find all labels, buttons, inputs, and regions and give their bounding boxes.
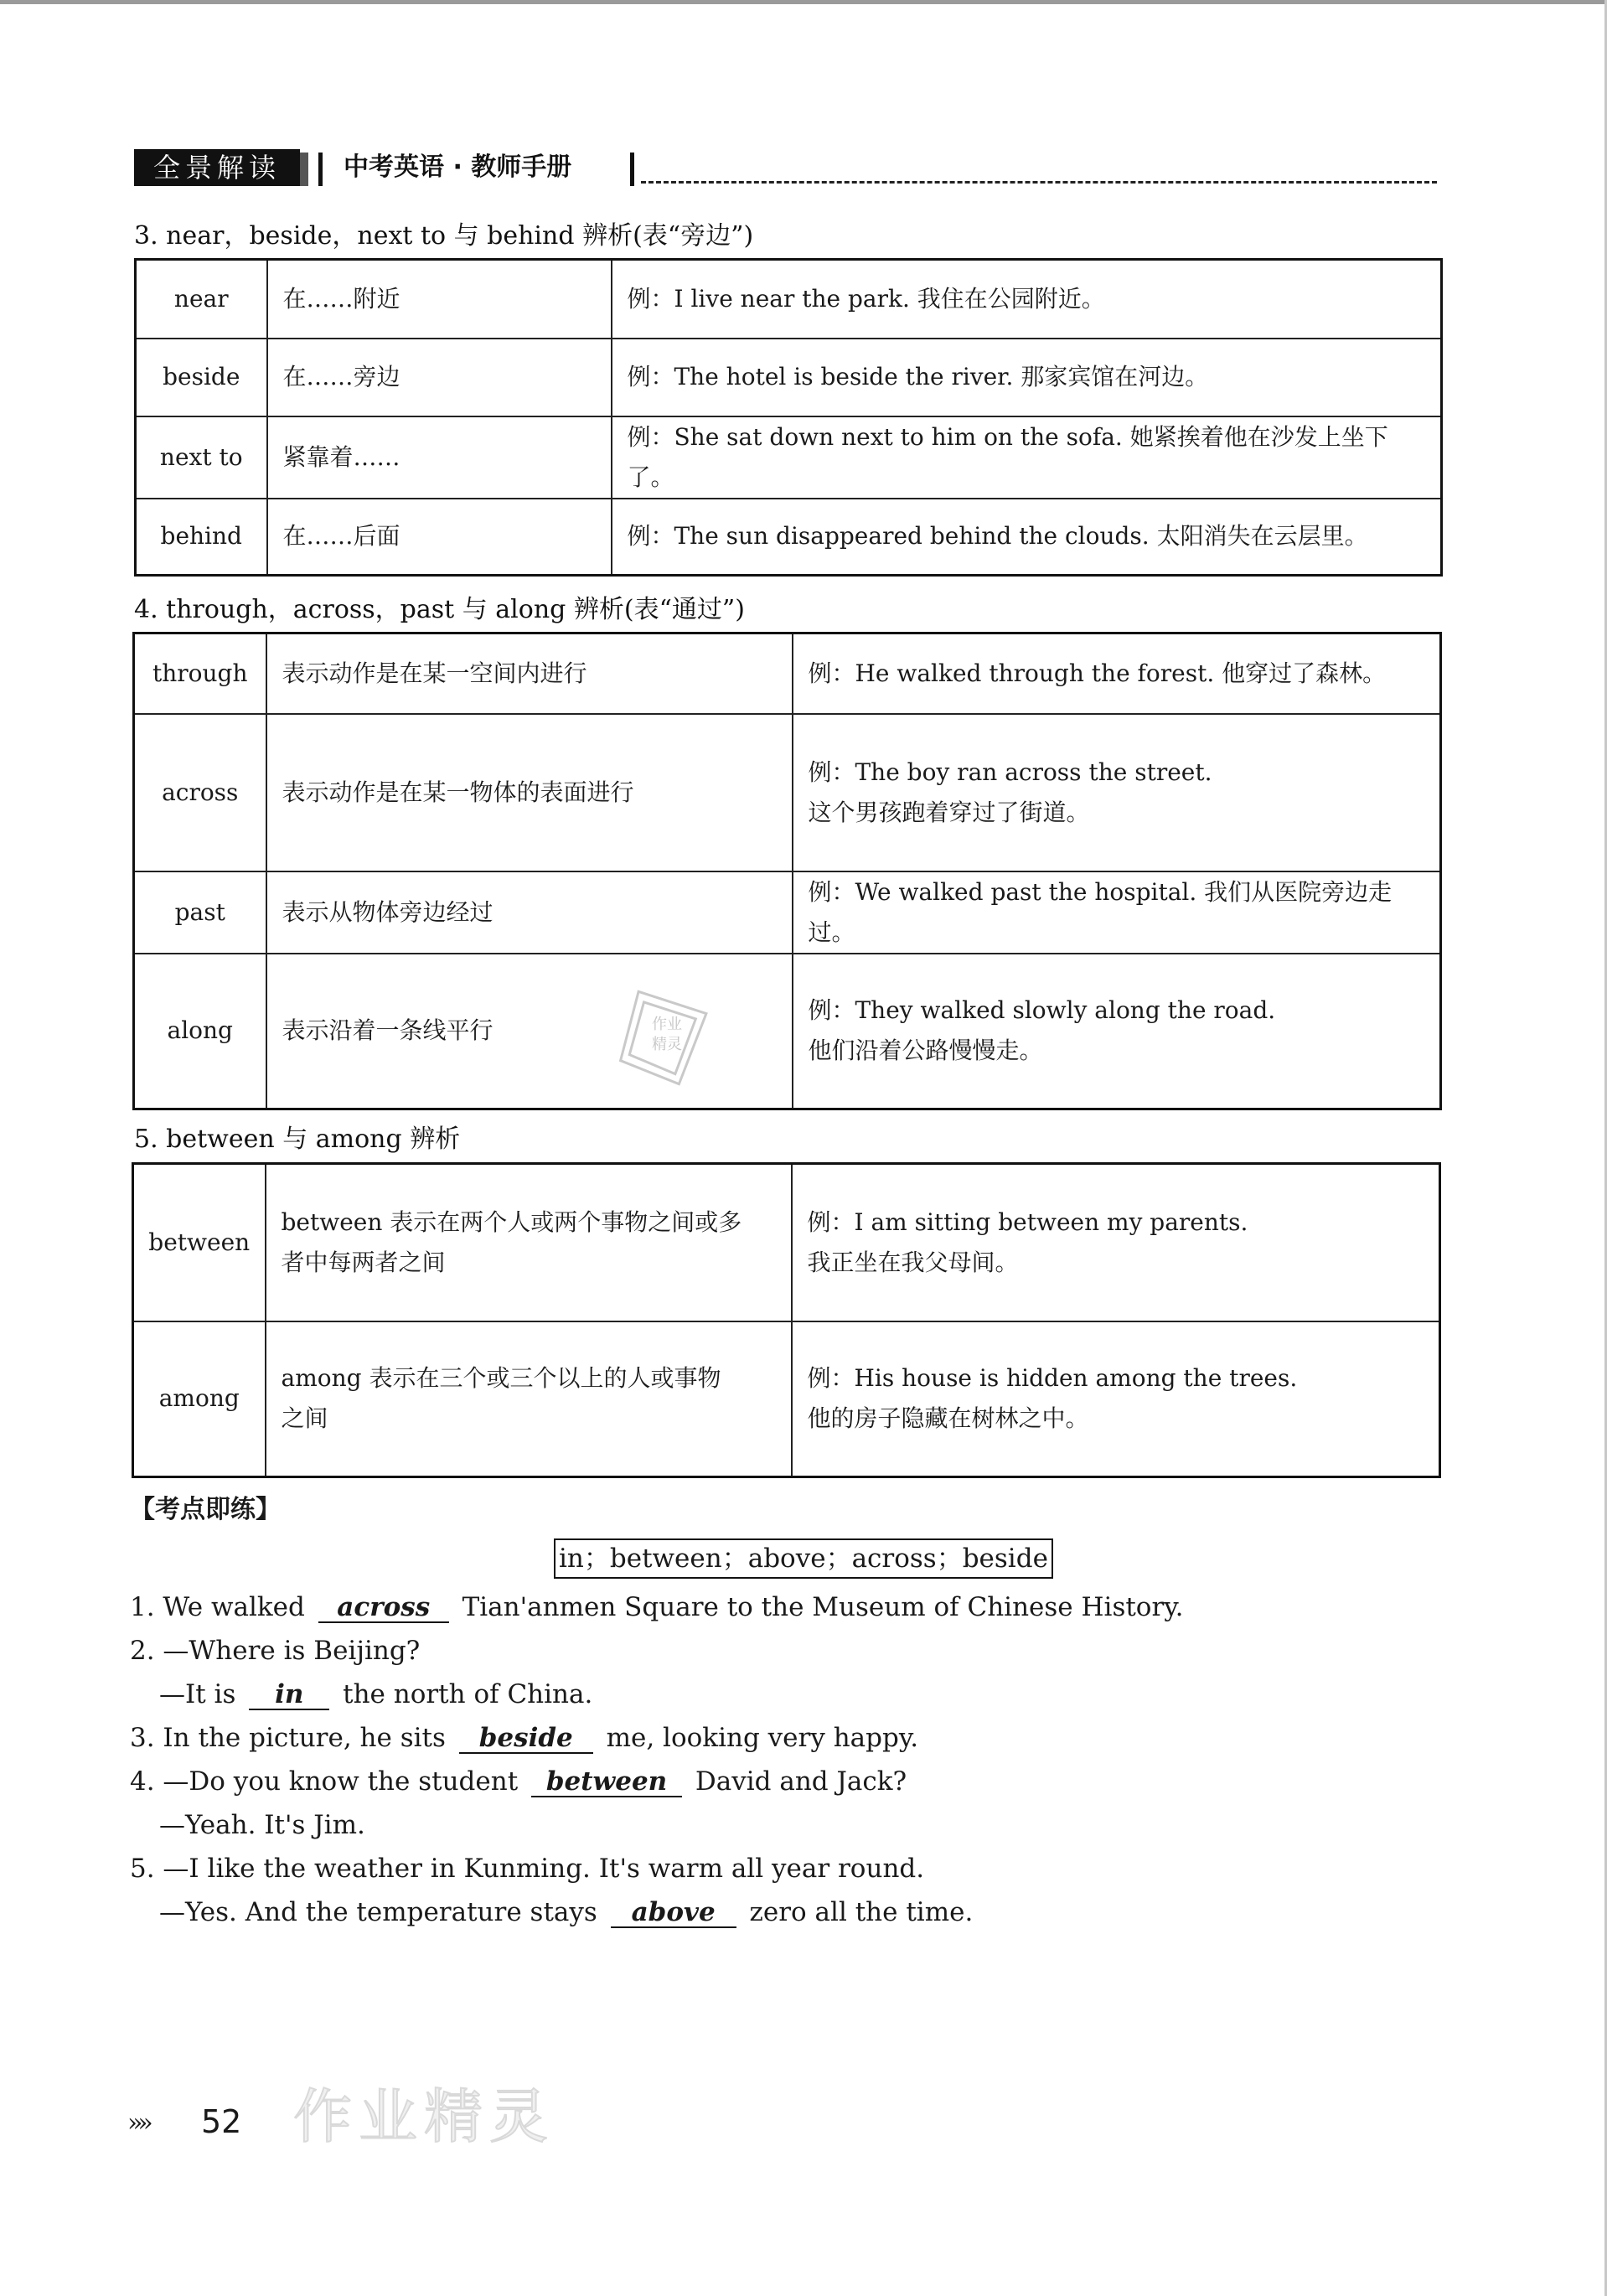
header-divider — [318, 153, 323, 186]
term-cell: between — [133, 1164, 266, 1321]
question-text: 1. We walked — [130, 1592, 305, 1622]
page-header — [134, 149, 1437, 191]
section3-title: 3. near，beside，next to 与 behind 辨析(表“旁边”) — [134, 221, 754, 251]
answer-blank: beside — [459, 1724, 593, 1754]
example-translation: 他的房子隐藏在树林之中。 — [807, 1404, 1089, 1433]
meaning-cell: 在……附近 — [267, 260, 612, 339]
section5-table — [132, 1162, 1441, 1478]
question-text: zero all the time. — [749, 1897, 974, 1927]
example-line: 例：I am sitting between my parents. — [807, 1207, 1248, 1236]
answer-blank: above — [611, 1898, 736, 1928]
table-row — [136, 260, 1442, 339]
book-title: 中考英语 · 教师手册 — [344, 153, 572, 182]
example-line: 例：His house is hidden among the trees. — [807, 1364, 1298, 1393]
example-cell: 例：She sat down next to him on the sofa. 她紧挨着他在沙发上坐下了。 — [612, 416, 1442, 499]
exercise-line: 5. —I like the weather in Kunming. It's warm all year round. — [130, 1854, 925, 1884]
exercise-line: 2. —Where is Beijing? — [130, 1636, 421, 1666]
meaning-line: between 表示在两个人或两个事物之间或多 — [281, 1207, 742, 1236]
meaning-cell — [266, 1321, 792, 1477]
table-row — [134, 954, 1441, 1109]
exercise-line — [159, 1678, 592, 1711]
example-translation: 他们沿着公路慢慢走。 — [808, 1037, 1043, 1065]
term-cell: near — [136, 260, 267, 339]
table-row — [133, 1164, 1440, 1321]
section-badge: 全景解读 — [134, 149, 300, 186]
table-row — [134, 871, 1441, 954]
section4-title: 4. through，across，past 与 along 辨析(表“通过”) — [134, 595, 745, 624]
meaning-cell — [266, 1164, 792, 1321]
example-cell: 例：The hotel is beside the river. 那家宾馆在河边。 — [612, 339, 1442, 416]
answer-blank: in — [249, 1680, 329, 1710]
table-row — [136, 416, 1442, 499]
question-text: —It is — [159, 1679, 236, 1709]
practice-title: 【考点即练】 — [130, 1495, 281, 1524]
example-line: 例：We walked past the hospital. 我们从医院旁边走过。 — [808, 877, 1393, 946]
exercise-line — [130, 1765, 907, 1798]
question-text: Tian'anmen Square to the Museum of Chinese History. — [462, 1592, 1184, 1622]
example-cell — [792, 1164, 1440, 1321]
question-text: the north of China. — [343, 1679, 593, 1709]
question-text: David and Jack? — [695, 1766, 907, 1797]
meaning-line: among 表示在三个或三个以上的人或事物 — [281, 1364, 721, 1393]
example-cell — [793, 714, 1441, 871]
table-row — [134, 714, 1441, 871]
term-cell: through — [134, 633, 266, 714]
header-dashed-rule — [641, 181, 1437, 184]
example-line: 例：He walked through the forest. 他穿过了森林。 — [808, 659, 1387, 687]
table-row — [136, 499, 1442, 576]
page-arrows-icon: »» — [127, 2108, 148, 2138]
section5-title: 5. between 与 among 辨析 — [134, 1125, 461, 1154]
answer-blank: across — [318, 1593, 449, 1623]
badge-shadow — [300, 153, 308, 186]
top-border-line — [0, 0, 1607, 4]
question-text: me, looking very happy. — [606, 1723, 919, 1753]
example-cell — [793, 954, 1441, 1109]
stamp-text: 作业 — [652, 1016, 682, 1033]
meaning-cell: 在……后面 — [267, 499, 612, 576]
term-cell: next to — [136, 416, 267, 499]
example-cell — [792, 1321, 1440, 1477]
meaning-cell: 表示沿着一条线平行 — [266, 954, 793, 1109]
exercise-line: —Yeah. It's Jim. — [159, 1810, 365, 1840]
section4-table — [132, 632, 1442, 1110]
meaning-cell: 表示从物体旁边经过 — [266, 871, 793, 954]
example-line: 例：They walked slowly along the road. — [808, 996, 1276, 1025]
term-cell: along — [134, 954, 266, 1109]
stamp-text: 精灵 — [652, 1036, 682, 1053]
example-translation: 这个男孩跑着穿过了街道。 — [808, 798, 1090, 826]
example-line: 例：The boy ran across the street. — [808, 758, 1212, 786]
meaning-cell: 紧靠着…… — [267, 416, 612, 499]
word-bank-box: in；between；above；across；beside — [554, 1538, 1053, 1579]
meaning-cell: 表示动作是在某一空间内进行 — [266, 633, 793, 714]
watermark-stamp — [600, 980, 726, 1098]
example-cell — [793, 633, 1441, 714]
meaning-line: 之间 — [281, 1404, 328, 1433]
page-number: 52 — [201, 2103, 242, 2140]
watermark-text: 作业精灵 — [293, 2082, 555, 2151]
header-divider — [630, 153, 634, 186]
meaning-cell: 在……旁边 — [267, 339, 612, 416]
example-translation: 我正坐在我父母间。 — [807, 1248, 1019, 1276]
term-cell: past — [134, 871, 266, 954]
exercise-line — [130, 1721, 918, 1755]
question-text: 4. —Do you know the student — [130, 1766, 519, 1797]
example-cell: 例：I live near the park. 我住在公园附近。 — [612, 260, 1442, 339]
table-row — [134, 633, 1441, 714]
exercise-line — [130, 1590, 1184, 1624]
question-text: —Yes. And the temperature stays — [159, 1897, 597, 1927]
example-cell — [793, 871, 1441, 954]
section3-table — [134, 258, 1443, 577]
meaning-cell: 表示动作是在某一物体的表面进行 — [266, 714, 793, 871]
term-cell: beside — [136, 339, 267, 416]
exercise-line — [159, 1895, 973, 1929]
term-cell: behind — [136, 499, 267, 576]
term-cell: across — [134, 714, 266, 871]
table-row — [136, 339, 1442, 416]
example-cell: 例：The sun disappeared behind the clouds. 太阳消失在云层里。 — [612, 499, 1442, 576]
meaning-line: 者中每两者之间 — [281, 1248, 446, 1276]
table-row — [133, 1321, 1440, 1477]
term-cell: among — [133, 1321, 266, 1477]
answer-blank: between — [531, 1767, 682, 1797]
question-text: 3. In the picture, he sits — [130, 1723, 446, 1753]
